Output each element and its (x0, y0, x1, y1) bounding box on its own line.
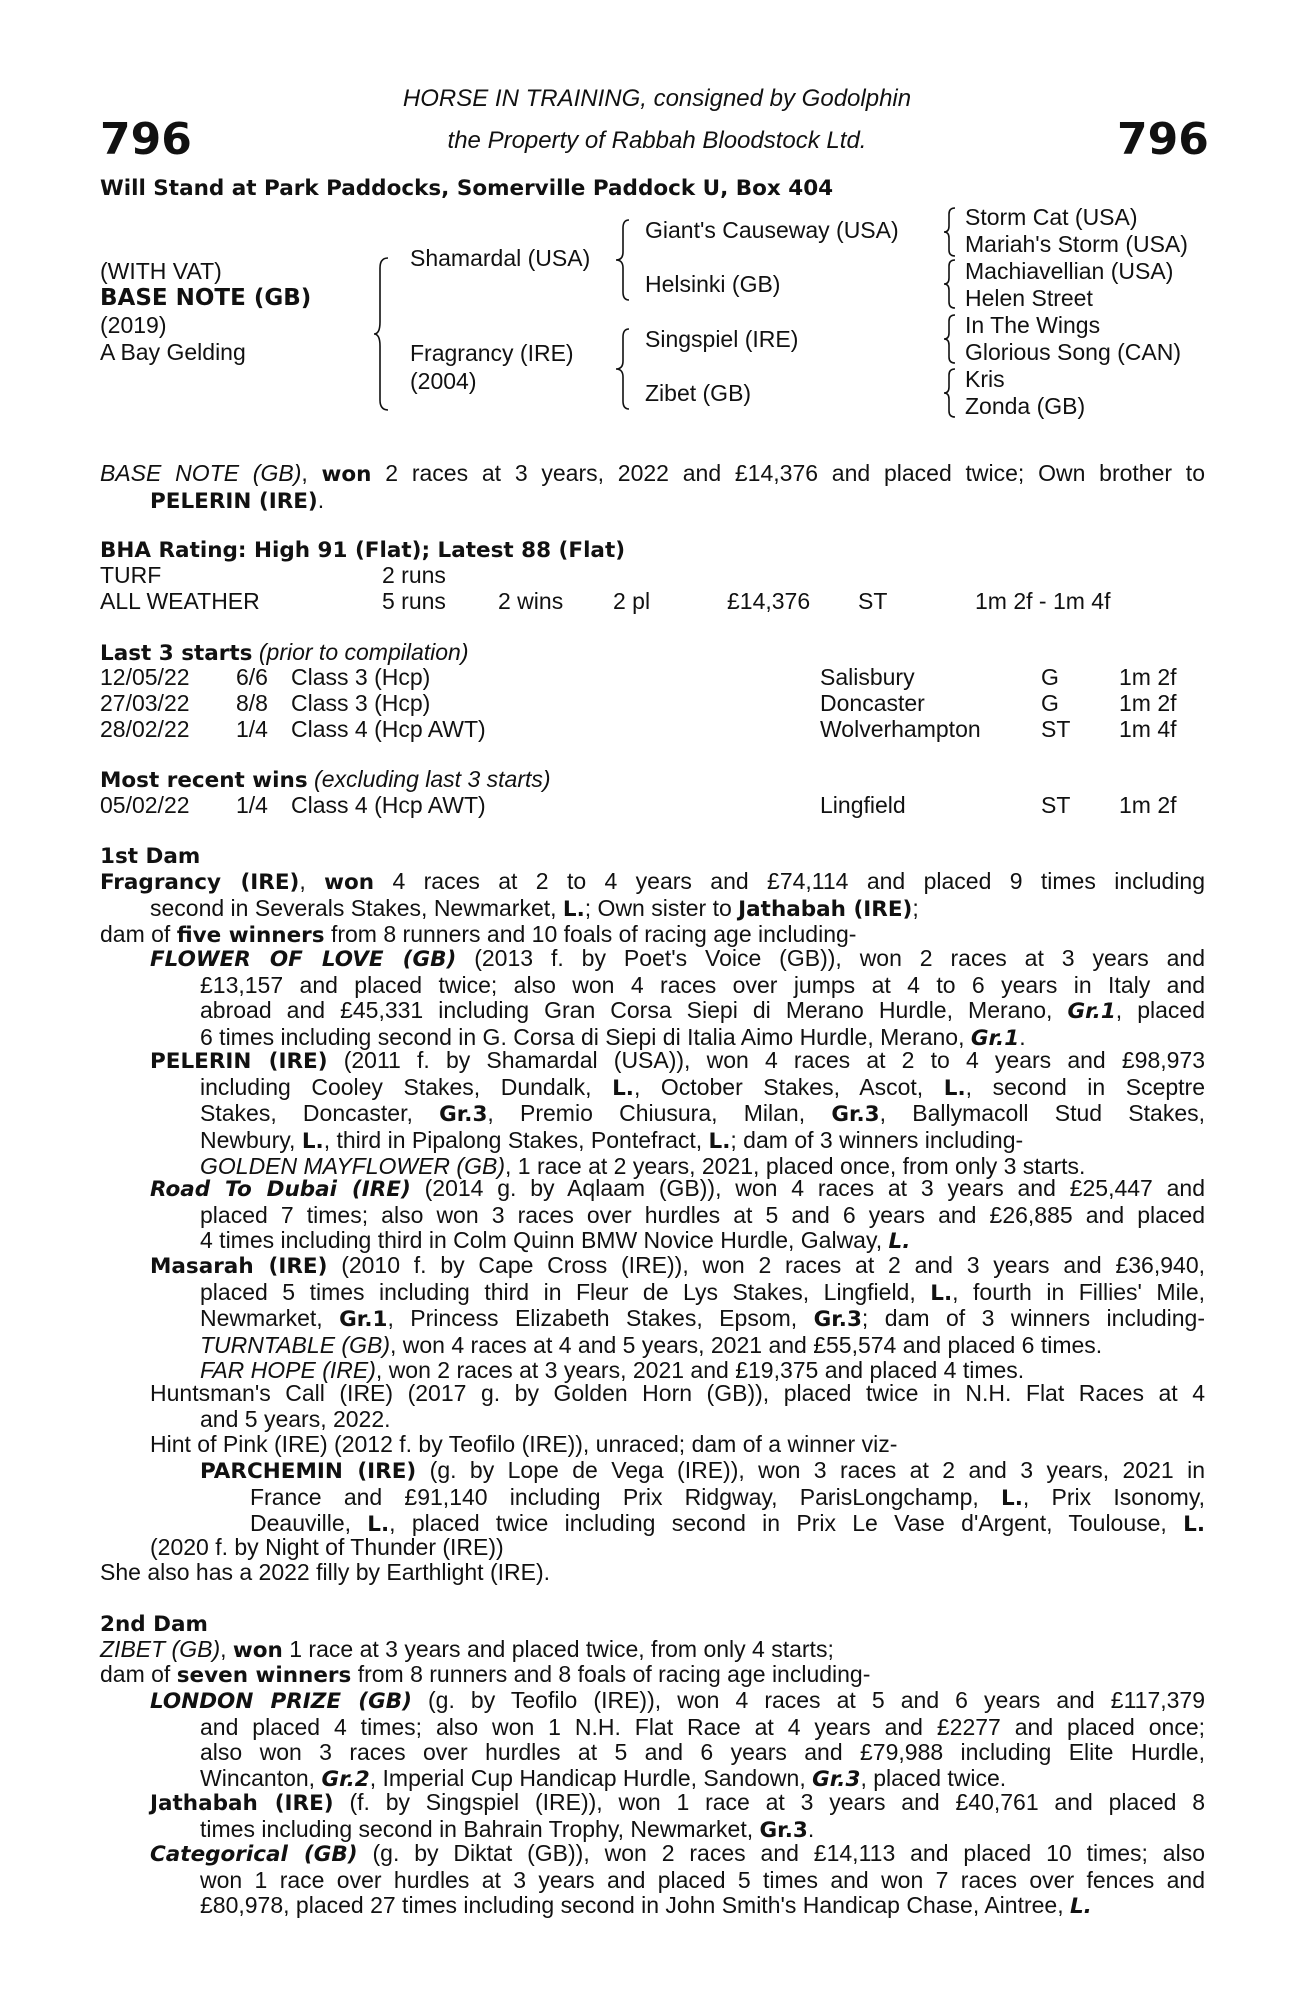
zibet-text-2: dam of (100, 1661, 171, 1687)
masarah-text-5: , Princess Elizabeth Stakes, Epsom, (387, 1305, 798, 1332)
vat-note: (WITH VAT) (100, 258, 222, 284)
start-going: G (1041, 690, 1059, 716)
turf-runs: 2 runs (382, 562, 446, 588)
flower-text-3: abroad and £45,331 including Gran Corsa Siepi di Merano Hurdle, Merano, (200, 997, 1053, 1024)
last3-note: (prior to compilation) (258, 639, 469, 665)
sire: Shamardal (USA) (410, 245, 591, 271)
start-position: 1/4 (236, 716, 268, 742)
summary-end: . (317, 486, 325, 513)
win-position: 1/4 (236, 792, 268, 818)
masarah-text-1: (2010 f. by Cape Cross (IRE)), won 2 races at 2 and 3 years and £36,940, (341, 1252, 1206, 1278)
listed-tag: L. (612, 1075, 634, 1101)
aw-runs: 5 runs (382, 588, 446, 614)
start-course: Doncaster (820, 690, 925, 716)
listed-tag: L. (708, 1128, 731, 1154)
pedigree-brace-main (372, 256, 392, 412)
listed-tag: L. (1183, 1512, 1205, 1538)
summary-text: 2 races at 3 years, 2022 and £14,376 and placed twice; Own brother to (385, 460, 1205, 486)
pelerin-text-6: , Premio Chiusura, Milan, (487, 1100, 806, 1127)
fragrancy-text-3: ; Own sister to (584, 894, 732, 921)
pelerin-text-7: , Ballymacoll Stud Stakes, (879, 1100, 1205, 1127)
flower-text-2: £13,157 and placed twice; also won 4 races over jumps at 4 to 6 years in Italy and (200, 971, 1205, 998)
london-text-3: also won 3 races over hurdles at 5 and 6 years and £79,988 including Elite Hurdle, (200, 1739, 1205, 1766)
jathabah-text-3: . (807, 1815, 815, 1842)
lot-number-right: 796 (1117, 114, 1209, 165)
aw-label: ALL WEATHER (100, 588, 260, 614)
zibet-sep: , (220, 1636, 227, 1662)
london-text-1: (g. by Teofilo (IRE)), won 4 races at 5 and 6 years and £117,379 (428, 1687, 1206, 1713)
group1-tag: Gr.1 (970, 1025, 1020, 1051)
group3-tag: Gr.3 (759, 1817, 808, 1843)
dd-sire: Kris (965, 366, 1005, 392)
stand-location: Will Stand at Park Paddocks, Somerville Paddock U, Box 404 (100, 176, 834, 201)
ds-dam: Glorious Song (CAN) (965, 339, 1182, 365)
ss-sire: Storm Cat (USA) (965, 204, 1138, 230)
turf-label: TURF (100, 562, 162, 588)
start-date: 27/03/22 (100, 690, 190, 716)
jathabah-name: Jathabah (IRE) (150, 1791, 334, 1816)
race-summary: BASE NOTE (GB), won 2 races at 3 years, 2022 and £14,376 and placed twice; Own brother to PELERIN (IRE). (100, 460, 1205, 514)
masarah-text-2: placed 5 times including third in Fleur de Lys Stakes, Lingfield, (200, 1278, 916, 1305)
zibet-line-2 (100, 1662, 870, 1689)
recent-heading (100, 767, 551, 794)
pelerin-text-2: including Cooley Stakes, Dundalk, (200, 1073, 592, 1100)
london-prize-entry (150, 1688, 1205, 1792)
jathabah-entry (150, 1790, 1205, 1843)
dam: Fragrancy (IRE) (410, 340, 574, 366)
start-distance: 1m 4f (1119, 716, 1177, 742)
flower-text-4: , placed (1115, 997, 1205, 1024)
sd-dam: Helen Street (965, 285, 1093, 311)
dam-dam: Zibet (GB) (645, 380, 752, 406)
masarah-entry (150, 1253, 1205, 1384)
win-going: ST (1041, 792, 1071, 818)
sire-dam: Helsinki (GB) (645, 271, 781, 297)
golden-mayflower-name: GOLDEN MAYFLOWER (GB) (200, 1153, 505, 1180)
road-text-1: (2014 g. by Aqlaam (GB)), won 4 races at 3 years and £25,447 and (424, 1175, 1206, 1201)
aw-prize: £14,376 (727, 588, 811, 614)
last3-title: Last 3 starts (100, 641, 253, 666)
parchemin-text-4: Deauville, (250, 1510, 351, 1537)
pedigree-brace-sire (614, 218, 632, 302)
pelerin-text-9: , third in Pipalong Stakes, Pontefract, (323, 1126, 703, 1153)
london-text-2: and placed 4 times; also won 1 N.H. Flat Race at 4 years and £2277 and placed once; (200, 1713, 1205, 1740)
road-text-3: 4 times including third in Colm Quinn BMW Novice Hurdle, Galway, (200, 1227, 883, 1254)
recent-note: (excluding last 3 starts) (314, 766, 551, 792)
masarah-text-3: , fourth in Fillies' Mile, (952, 1278, 1205, 1305)
win-date: 05/02/22 (100, 792, 190, 818)
horse-name: BASE NOTE (GB) (100, 285, 312, 311)
zibet-name: ZIBET (GB) (100, 1636, 221, 1662)
london-text-5: , Imperial Cup Handicap Hurdle, Sandown, (369, 1764, 806, 1791)
pedigree-brace-dd (942, 367, 958, 419)
aw-distance: 1m 2f - 1m 4f (975, 588, 1111, 614)
parchemin-text-3: , Prix Isonomy, (1022, 1483, 1206, 1510)
parchemin-text-5: , placed twice including second in Prix Le Vase d'Argent, Toulouse, (389, 1510, 1167, 1537)
flower-text-6: . (1019, 1023, 1026, 1050)
masarah-text-4: Newmarket, (200, 1305, 323, 1332)
huntsmans-call-entry (150, 1381, 1205, 1432)
road-to-dubai-entry (150, 1176, 1205, 1255)
fragrancy-text-1: 4 races at 2 to 4 years and £74,114 and placed 9 times including (392, 868, 1206, 894)
filly-2022: She also has a 2022 filly by Earthlight (IRE). (100, 1559, 551, 1585)
fragrancy-text-5: dam of (100, 921, 171, 948)
listed-tag: L. (930, 1280, 953, 1306)
dam-year: (2004) (410, 368, 477, 394)
start-class: Class 3 (Hcp) (291, 690, 431, 716)
fragrancy-entry: Fragrancy (IRE), won 4 races at 2 to 4 years and £74,114 and placed 9 times including second in Severals Stakes, Newmarket, L.; Own sister to Jathabah (IRE); dam of five winners from 8 runners and 10 foals of racing age including- (100, 868, 1206, 949)
flower-of-love-entry (150, 946, 1205, 1051)
start-going: G (1041, 664, 1059, 690)
categorical-text-1: (g. by Diktat (GB)), won 2 races and £14,113 and placed 10 times; also (372, 1840, 1206, 1866)
group3-tag: Gr.3 (812, 1766, 861, 1792)
golden-mayflower-text: , 1 race at 2 years, 2021, placed once, from only 3 starts. (505, 1153, 1086, 1180)
first-dam-title: 1st Dam (100, 844, 201, 869)
listed-tag: L. (1069, 1894, 1092, 1920)
recent-title: Most recent wins (100, 768, 308, 793)
aw-surface: ST (858, 588, 888, 614)
flower-name: FLOWER OF LOVE (GB) (150, 947, 457, 972)
listed-tag: L. (943, 1075, 966, 1101)
turntable-text: , won 4 races at 4 and 5 years, 2021 and £55,574 and placed 6 times. (389, 1331, 1103, 1358)
far-hope-text: , won 2 races at 3 years, 2021 and £19,375 and placed 4 times. (375, 1357, 1025, 1384)
win-class: Class 4 (Hcp AWT) (291, 792, 486, 818)
fragrancy-text-6: from 8 runners and 10 foals of racing age including- (330, 921, 857, 948)
start-class: Class 3 (Hcp) (291, 664, 431, 690)
group3-tag: Gr.3 (831, 1102, 880, 1128)
parchemin-name: PARCHEMIN (IRE) (200, 1459, 417, 1484)
categorical-entry (150, 1841, 1205, 1920)
flower-text-5: 6 times including second in G. Corsa di Siepi di Italia Aimo Hurdle, Merano, (200, 1023, 965, 1050)
huntsman-text-2: and 5 years, 2022. (200, 1405, 391, 1432)
horse-year: (2019) (100, 312, 167, 338)
win-course: Lingfield (820, 792, 906, 818)
group1-tag: Gr.1 (339, 1307, 388, 1333)
road-name: Road To Dubai (IRE) (150, 1177, 411, 1202)
listed-tag: L. (367, 1512, 390, 1538)
listed-tag: L. (301, 1128, 324, 1154)
fragrancy-text-2: second in Severals Stakes, Newmarket, (150, 894, 557, 921)
start-course: Wolverhampton (820, 716, 981, 742)
zibet-won: won (232, 1638, 283, 1663)
pelerin-text-4: , second in Sceptre (965, 1073, 1206, 1100)
start-class: Class 4 (Hcp AWT) (291, 716, 486, 742)
pelerin-entry (150, 1048, 1205, 1180)
start-date: 12/05/22 (100, 664, 190, 690)
sire-sire: Giant's Causeway (USA) (645, 217, 899, 243)
horse-description: A Bay Gelding (100, 339, 246, 365)
summary-won: won (321, 462, 372, 487)
pelerin-text-1: (2011 f. by Shamardal (USA)), won 4 races at 2 to 4 years and £98,973 (343, 1047, 1206, 1073)
start-course: Salisbury (820, 664, 915, 690)
pedigree-brace-dam (614, 327, 632, 411)
last3-heading (100, 640, 469, 667)
categorical-text-3: £80,978, placed 27 times including second in John Smith's Handicap Chase, Aintree, (200, 1892, 1064, 1919)
flower-text-1: (2013 f. by Poet's Voice (GB)), won 2 races at 3 years and (474, 945, 1206, 971)
london-text-6: , placed twice. (860, 1764, 1007, 1791)
london-text-4: Wincanton, (200, 1764, 316, 1791)
start-position: 6/6 (236, 664, 268, 690)
zibet-line-1 (100, 1637, 834, 1664)
pedigree-brace-ss (942, 206, 958, 258)
london-name: LONDON PRIZE (GB) (150, 1689, 412, 1714)
dd-dam: Zonda (GB) (965, 393, 1086, 419)
ds-sire: In The Wings (965, 312, 1101, 338)
parchemin-text-2: France and £91,140 including Prix Ridgway, ParisLongchamp, (250, 1483, 979, 1510)
consignor-line: HORSE IN TRAINING, consigned by Godolphin (402, 85, 912, 112)
pedigree-brace-ds (942, 313, 958, 365)
pedigree-brace-sd (942, 258, 958, 310)
pelerin-text-5: Stakes, Doncaster, (200, 1100, 413, 1127)
summary-brother: PELERIN (IRE) (150, 488, 318, 514)
pelerin-name: PELERIN (IRE) (150, 1049, 328, 1074)
fragrancy-winners: five winners (176, 923, 325, 949)
fragrancy-won: won (324, 870, 375, 895)
categorical-name: Categorical (GB) (150, 1842, 358, 1867)
pelerin-text-8: Newbury, (200, 1126, 296, 1153)
aw-wins: 2 wins (498, 588, 564, 614)
fragrancy-text-4: ; (912, 894, 919, 921)
categorical-text-2: won 1 race over hurdles at 3 years and placed 5 times and won 7 races over fences and (200, 1866, 1205, 1893)
pelerin-text-10: ; dam of 3 winners including- (730, 1126, 1024, 1153)
zibet-text-3: from 8 runners and 8 foals of racing age including- (357, 1661, 871, 1687)
group2-tag: Gr.2 (321, 1766, 370, 1792)
listed-tag: L. (562, 896, 585, 922)
lot-number-left: 796 (100, 114, 192, 165)
fragrancy-name: Fragrancy (IRE) (100, 870, 300, 895)
road-text-2: placed 7 times; also won 3 races over hurdles at 5 and 6 years and £26,885 and placed (200, 1201, 1205, 1228)
start-distance: 1m 2f (1119, 690, 1177, 716)
foal-2020: (2020 f. by Night of Thunder (IRE)) (150, 1534, 504, 1560)
hint-of-pink-entry: Hint of Pink (IRE) (2012 f. by Teofilo (IRE)), unraced; dam of a winner viz- (150, 1431, 898, 1457)
dam-sire: Singspiel (IRE) (645, 326, 799, 352)
start-date: 28/02/22 (100, 716, 190, 742)
start-position: 8/8 (236, 690, 268, 716)
start-going: ST (1041, 716, 1071, 742)
start-distance: 1m 2f (1119, 664, 1177, 690)
property-line: the Property of Rabbah Bloodstock Ltd. (447, 127, 867, 154)
zibet-text-1: 1 race at 3 years and placed twice, from only 4 starts; (289, 1636, 834, 1662)
jathabah-text-2: times including second in Bahrain Trophy, Newmarket, (200, 1815, 754, 1842)
group3-tag: Gr.3 (439, 1102, 488, 1128)
summary-horse-name: BASE NOTE (GB) (100, 460, 302, 486)
turntable-name: TURNTABLE (GB) (200, 1331, 390, 1358)
parchemin-entry (200, 1458, 1205, 1538)
second-dam-title: 2nd Dam (100, 1612, 208, 1637)
listed-tag: L. (1001, 1485, 1023, 1511)
listed-tag: L. (888, 1229, 911, 1255)
huntsman-text-1: Huntsman's Call (IRE) (2017 g. by Golden Horn (GB)), placed twice in N.H. Flat Races at 4 (150, 1380, 1205, 1406)
masarah-name: Masarah (IRE) (150, 1254, 328, 1279)
ss-dam: Mariah's Storm (USA) (965, 231, 1188, 257)
far-hope-name: FAR HOPE (IRE) (200, 1357, 376, 1384)
aw-placed: 2 pl (613, 588, 651, 614)
pelerin-text-3: , October Stakes, Ascot, (633, 1073, 924, 1100)
win-distance: 1m 2f (1119, 792, 1177, 818)
bha-rating: BHA Rating: High 91 (Flat); Latest 88 (Flat) (100, 538, 626, 563)
group3-tag: Gr.3 (813, 1307, 862, 1333)
parchemin-text-1: (g. by Lope de Vega (IRE)), won 3 races at 2 and 3 years, 2021 in (429, 1457, 1205, 1483)
group1-tag: Gr.1 (1067, 999, 1116, 1025)
zibet-winners: seven winners (176, 1663, 352, 1688)
masarah-text-6: ; dam of 3 winners including- (861, 1305, 1205, 1332)
fragrancy-sister: Jathabah (IRE) (738, 896, 913, 922)
sd-sire: Machiavellian (USA) (965, 258, 1174, 284)
jathabah-text-1: (f. by Singspiel (IRE)), won 1 race at 3 years and £40,761 and placed 8 (349, 1789, 1206, 1815)
